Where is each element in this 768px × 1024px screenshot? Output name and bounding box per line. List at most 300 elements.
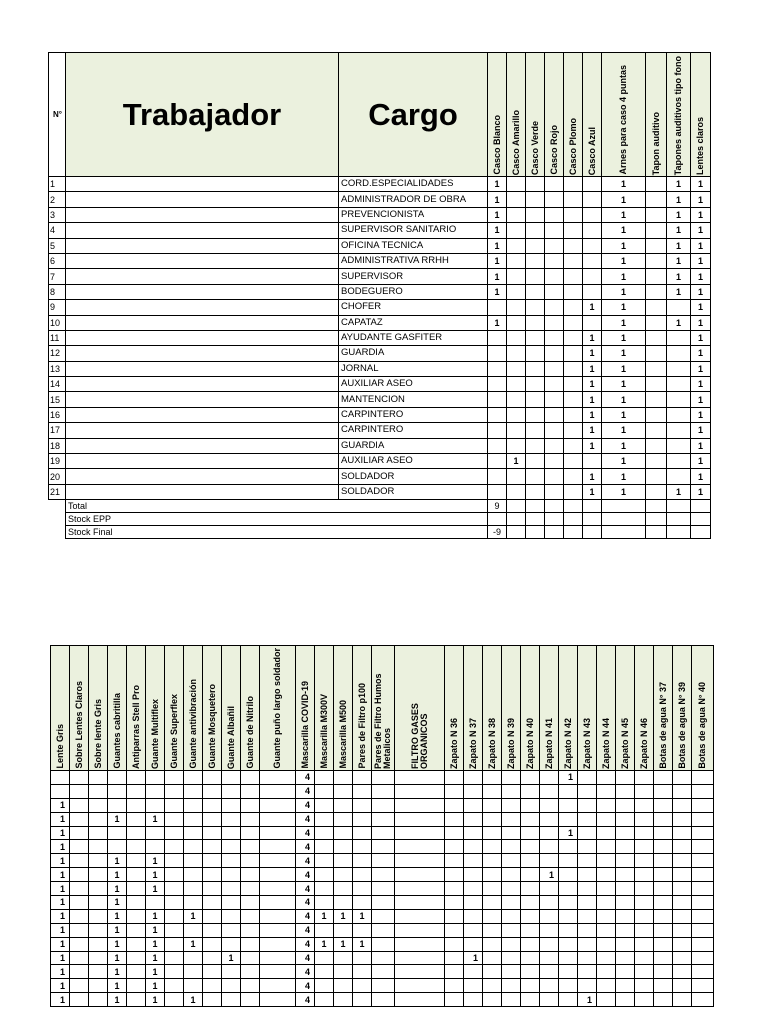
qty-cell[interactable] [165,812,184,826]
qty-cell[interactable] [583,207,602,222]
qty-cell[interactable]: 1 [691,346,711,361]
qty-cell[interactable] [260,923,296,937]
qty-cell[interactable]: 4 [296,979,315,993]
qty-cell[interactable] [372,937,395,951]
qty-cell[interactable]: 1 [602,361,646,376]
qty-cell[interactable] [654,937,673,951]
qty-cell[interactable] [372,784,395,798]
qty-cell[interactable]: 1 [488,192,507,207]
trabajador-cell[interactable] [66,454,339,469]
qty-cell[interactable]: 1 [108,882,127,896]
qty-cell[interactable] [395,909,445,923]
qty-cell[interactable]: 1 [602,438,646,453]
qty-cell[interactable] [445,784,464,798]
qty-cell[interactable] [692,965,714,979]
qty-cell[interactable] [564,330,583,345]
qty-cell[interactable] [464,771,483,785]
qty-cell[interactable] [127,784,146,798]
qty-cell[interactable] [673,771,692,785]
qty-cell[interactable]: 4 [296,840,315,854]
qty-cell[interactable] [464,812,483,826]
qty-cell[interactable]: 1 [146,965,165,979]
qty-cell[interactable] [507,423,526,438]
qty-cell[interactable] [667,361,691,376]
qty-cell[interactable] [89,951,108,965]
qty-cell[interactable]: 1 [583,438,602,453]
qty-cell[interactable]: 1 [108,993,127,1007]
qty-cell[interactable] [635,882,654,896]
qty-cell[interactable] [89,784,108,798]
qty-cell[interactable] [89,812,108,826]
qty-cell[interactable] [635,937,654,951]
qty-cell[interactable] [673,923,692,937]
qty-cell[interactable] [646,330,667,345]
qty-cell[interactable] [559,993,578,1007]
qty-cell[interactable]: 1 [691,300,711,315]
qty-cell[interactable] [445,771,464,785]
qty-cell[interactable] [667,346,691,361]
qty-cell[interactable] [526,207,545,222]
qty-cell[interactable] [353,840,372,854]
qty-cell[interactable] [564,253,583,268]
qty-cell[interactable] [315,798,334,812]
qty-cell[interactable] [564,284,583,299]
qty-cell[interactable]: 1 [602,223,646,238]
qty-cell[interactable]: 1 [334,909,353,923]
qty-cell[interactable] [127,937,146,951]
qty-cell[interactable] [540,951,559,965]
qty-cell[interactable] [165,951,184,965]
qty-cell[interactable] [545,330,564,345]
qty-cell[interactable] [635,812,654,826]
qty-cell[interactable] [526,238,545,253]
qty-cell[interactable] [635,771,654,785]
qty-cell[interactable] [89,882,108,896]
qty-cell[interactable]: 4 [296,826,315,840]
qty-cell[interactable] [545,207,564,222]
qty-cell[interactable] [578,882,597,896]
qty-cell[interactable] [521,854,540,868]
qty-cell[interactable] [564,469,583,484]
qty-cell[interactable] [646,346,667,361]
qty-cell[interactable] [526,346,545,361]
qty-cell[interactable]: 1 [488,223,507,238]
qty-cell[interactable] [89,965,108,979]
cargo-cell[interactable]: ADMINISTRATIVA RRHH [339,253,488,268]
qty-cell[interactable] [222,812,241,826]
qty-cell[interactable] [526,484,545,499]
qty-cell[interactable] [559,784,578,798]
qty-cell[interactable] [673,993,692,1007]
qty-cell[interactable]: 1 [108,896,127,910]
qty-cell[interactable]: 1 [667,223,691,238]
qty-cell[interactable] [241,771,260,785]
qty-cell[interactable] [540,909,559,923]
qty-cell[interactable] [184,798,203,812]
qty-cell[interactable] [445,854,464,868]
qty-cell[interactable] [692,771,714,785]
qty-cell[interactable] [559,965,578,979]
qty-cell[interactable] [203,868,222,882]
qty-cell[interactable] [445,896,464,910]
qty-cell[interactable] [483,771,502,785]
qty-cell[interactable]: 4 [296,784,315,798]
qty-cell[interactable] [583,192,602,207]
qty-cell[interactable] [222,937,241,951]
qty-cell[interactable] [635,979,654,993]
qty-cell[interactable] [395,965,445,979]
qty-cell[interactable] [483,826,502,840]
cargo-cell[interactable]: CORD.ESPECIALIDADES [339,177,488,192]
qty-cell[interactable] [334,868,353,882]
qty-cell[interactable]: 1 [464,951,483,965]
qty-cell[interactable] [597,979,616,993]
qty-cell[interactable] [502,896,521,910]
qty-cell[interactable] [502,812,521,826]
qty-cell[interactable] [578,896,597,910]
qty-cell[interactable] [315,784,334,798]
qty-cell[interactable] [464,826,483,840]
qty-cell[interactable] [353,965,372,979]
qty-cell[interactable] [184,868,203,882]
qty-cell[interactable] [646,315,667,330]
qty-cell[interactable]: 4 [296,854,315,868]
qty-cell[interactable] [334,826,353,840]
qty-cell[interactable] [89,826,108,840]
qty-cell[interactable] [445,798,464,812]
qty-cell[interactable] [646,454,667,469]
qty-cell[interactable] [334,812,353,826]
qty-cell[interactable]: 1 [315,937,334,951]
qty-cell[interactable]: 1 [667,315,691,330]
qty-cell[interactable] [667,392,691,407]
qty-cell[interactable] [89,937,108,951]
qty-cell[interactable] [526,361,545,376]
qty-cell[interactable] [673,909,692,923]
qty-cell[interactable] [89,798,108,812]
qty-cell[interactable] [203,923,222,937]
qty-cell[interactable] [464,909,483,923]
qty-cell[interactable]: 1 [667,192,691,207]
qty-cell[interactable]: 1 [602,407,646,422]
qty-cell[interactable] [526,300,545,315]
qty-cell[interactable] [667,377,691,392]
qty-cell[interactable] [127,868,146,882]
qty-cell[interactable] [578,923,597,937]
qty-cell[interactable] [222,979,241,993]
qty-cell[interactable]: 1 [667,238,691,253]
qty-cell[interactable] [673,840,692,854]
qty-cell[interactable] [395,784,445,798]
trabajador-cell[interactable] [66,423,339,438]
qty-cell[interactable] [203,909,222,923]
qty-cell[interactable] [70,868,89,882]
qty-cell[interactable] [578,965,597,979]
qty-cell[interactable] [89,854,108,868]
qty-cell[interactable] [464,840,483,854]
qty-cell[interactable]: 1 [184,909,203,923]
qty-cell[interactable] [260,909,296,923]
qty-cell[interactable]: 1 [488,207,507,222]
qty-cell[interactable] [89,979,108,993]
qty-cell[interactable] [559,909,578,923]
qty-cell[interactable]: 1 [51,868,70,882]
qty-cell[interactable] [564,223,583,238]
qty-cell[interactable]: 1 [488,177,507,192]
qty-cell[interactable] [635,896,654,910]
qty-cell[interactable] [89,993,108,1007]
qty-cell[interactable]: 1 [691,177,711,192]
qty-cell[interactable]: 1 [602,330,646,345]
qty-cell[interactable] [673,882,692,896]
qty-cell[interactable] [488,346,507,361]
qty-cell[interactable] [616,979,635,993]
qty-cell[interactable] [222,993,241,1007]
qty-cell[interactable] [507,407,526,422]
qty-cell[interactable] [222,784,241,798]
qty-cell[interactable] [203,937,222,951]
qty-cell[interactable] [445,909,464,923]
qty-cell[interactable] [692,937,714,951]
qty-cell[interactable] [597,937,616,951]
qty-cell[interactable] [540,826,559,840]
trabajador-cell[interactable] [66,407,339,422]
qty-cell[interactable] [488,361,507,376]
cargo-cell[interactable]: AUXILIAR ASEO [339,377,488,392]
qty-cell[interactable] [654,909,673,923]
qty-cell[interactable] [483,993,502,1007]
qty-cell[interactable]: 1 [108,951,127,965]
qty-cell[interactable]: 1 [540,868,559,882]
qty-cell[interactable]: 1 [108,979,127,993]
qty-cell[interactable]: 1 [583,423,602,438]
qty-cell[interactable] [521,937,540,951]
qty-cell[interactable] [578,812,597,826]
qty-cell[interactable] [353,896,372,910]
qty-cell[interactable]: 1 [583,330,602,345]
qty-cell[interactable]: 4 [296,771,315,785]
qty-cell[interactable] [315,882,334,896]
qty-cell[interactable] [146,840,165,854]
qty-cell[interactable] [488,392,507,407]
cargo-cell[interactable]: PREVENCIONISTA [339,207,488,222]
qty-cell[interactable] [165,771,184,785]
qty-cell[interactable]: 4 [296,909,315,923]
qty-cell[interactable] [483,923,502,937]
qty-cell[interactable] [464,882,483,896]
qty-cell[interactable]: 1 [602,177,646,192]
qty-cell[interactable] [646,377,667,392]
qty-cell[interactable]: 1 [691,330,711,345]
qty-cell[interactable] [372,854,395,868]
qty-cell[interactable]: 1 [51,826,70,840]
qty-cell[interactable] [395,771,445,785]
qty-cell[interactable] [483,854,502,868]
qty-cell[interactable]: 1 [184,993,203,1007]
qty-cell[interactable] [127,909,146,923]
qty-cell[interactable] [507,392,526,407]
qty-cell[interactable]: 1 [146,979,165,993]
qty-cell[interactable] [203,798,222,812]
qty-cell[interactable] [692,923,714,937]
qty-cell[interactable] [673,854,692,868]
qty-cell[interactable] [507,484,526,499]
qty-cell[interactable] [372,771,395,785]
qty-cell[interactable] [372,826,395,840]
cargo-cell[interactable]: CARPINTERO [339,423,488,438]
qty-cell[interactable]: 1 [353,909,372,923]
qty-cell[interactable] [507,346,526,361]
qty-cell[interactable] [445,937,464,951]
qty-cell[interactable] [488,438,507,453]
qty-cell[interactable] [70,812,89,826]
qty-cell[interactable] [334,923,353,937]
qty-cell[interactable] [146,771,165,785]
qty-cell[interactable] [70,951,89,965]
qty-cell[interactable]: 1 [353,937,372,951]
qty-cell[interactable] [597,854,616,868]
qty-cell[interactable] [578,979,597,993]
qty-cell[interactable] [222,909,241,923]
qty-cell[interactable] [564,454,583,469]
qty-cell[interactable] [395,826,445,840]
qty-cell[interactable] [502,868,521,882]
qty-cell[interactable] [559,979,578,993]
qty-cell[interactable]: 1 [51,993,70,1007]
qty-cell[interactable]: 1 [691,238,711,253]
qty-cell[interactable] [526,269,545,284]
qty-cell[interactable] [597,771,616,785]
qty-cell[interactable] [578,868,597,882]
qty-cell[interactable] [597,798,616,812]
qty-cell[interactable] [502,826,521,840]
qty-cell[interactable] [372,868,395,882]
qty-cell[interactable] [502,993,521,1007]
qty-cell[interactable] [70,979,89,993]
qty-cell[interactable] [564,177,583,192]
qty-cell[interactable] [127,965,146,979]
qty-cell[interactable] [526,407,545,422]
qty-cell[interactable] [203,771,222,785]
qty-cell[interactable] [526,423,545,438]
qty-cell[interactable] [526,438,545,453]
qty-cell[interactable]: 1 [51,909,70,923]
qty-cell[interactable] [597,965,616,979]
qty-cell[interactable]: 1 [51,798,70,812]
qty-cell[interactable]: 1 [691,253,711,268]
qty-cell[interactable] [673,896,692,910]
qty-cell[interactable] [578,798,597,812]
qty-cell[interactable]: 1 [51,812,70,826]
qty-cell[interactable] [184,979,203,993]
qty-cell[interactable] [260,868,296,882]
qty-cell[interactable] [616,854,635,868]
cargo-cell[interactable]: CARPINTERO [339,407,488,422]
qty-cell[interactable] [597,896,616,910]
qty-cell[interactable] [521,979,540,993]
qty-cell[interactable] [372,812,395,826]
qty-cell[interactable] [165,993,184,1007]
qty-cell[interactable] [464,979,483,993]
qty-cell[interactable] [334,771,353,785]
qty-cell[interactable] [165,882,184,896]
trabajador-cell[interactable] [66,346,339,361]
qty-cell[interactable] [646,438,667,453]
qty-cell[interactable] [616,868,635,882]
qty-cell[interactable] [564,377,583,392]
trabajador-cell[interactable] [66,300,339,315]
qty-cell[interactable] [488,300,507,315]
qty-cell[interactable] [445,951,464,965]
qty-cell[interactable] [654,771,673,785]
qty-cell[interactable] [488,469,507,484]
qty-cell[interactable] [260,798,296,812]
qty-cell[interactable] [635,965,654,979]
qty-cell[interactable] [502,784,521,798]
qty-cell[interactable]: 1 [602,346,646,361]
qty-cell[interactable] [165,896,184,910]
qty-cell[interactable]: 1 [691,407,711,422]
qty-cell[interactable] [667,300,691,315]
qty-cell[interactable] [540,882,559,896]
qty-cell[interactable] [526,284,545,299]
qty-cell[interactable] [564,423,583,438]
qty-cell[interactable] [635,854,654,868]
qty-cell[interactable] [70,923,89,937]
qty-cell[interactable] [635,868,654,882]
qty-cell[interactable] [564,392,583,407]
qty-cell[interactable] [526,192,545,207]
qty-cell[interactable]: 1 [583,346,602,361]
qty-cell[interactable]: 1 [691,484,711,499]
qty-cell[interactable]: 1 [51,854,70,868]
qty-cell[interactable] [521,771,540,785]
qty-cell[interactable] [464,937,483,951]
qty-cell[interactable] [464,784,483,798]
qty-cell[interactable] [507,469,526,484]
qty-cell[interactable] [165,784,184,798]
qty-cell[interactable] [583,315,602,330]
qty-cell[interactable] [667,330,691,345]
qty-cell[interactable]: 4 [296,896,315,910]
qty-cell[interactable] [597,840,616,854]
qty-cell[interactable] [70,882,89,896]
qty-cell[interactable] [635,909,654,923]
qty-cell[interactable] [108,798,127,812]
qty-cell[interactable] [464,854,483,868]
qty-cell[interactable] [184,951,203,965]
trabajador-cell[interactable] [66,361,339,376]
qty-cell[interactable] [241,965,260,979]
qty-cell[interactable] [692,826,714,840]
qty-cell[interactable] [395,854,445,868]
qty-cell[interactable] [184,826,203,840]
qty-cell[interactable] [127,854,146,868]
qty-cell[interactable] [353,951,372,965]
qty-cell[interactable] [165,923,184,937]
qty-cell[interactable] [127,979,146,993]
qty-cell[interactable] [692,993,714,1007]
qty-cell[interactable] [667,454,691,469]
qty-cell[interactable] [165,979,184,993]
qty-cell[interactable] [445,993,464,1007]
qty-cell[interactable] [222,826,241,840]
qty-cell[interactable]: 1 [691,392,711,407]
qty-cell[interactable] [526,392,545,407]
qty-cell[interactable] [507,300,526,315]
qty-cell[interactable]: 1 [146,882,165,896]
qty-cell[interactable] [127,951,146,965]
